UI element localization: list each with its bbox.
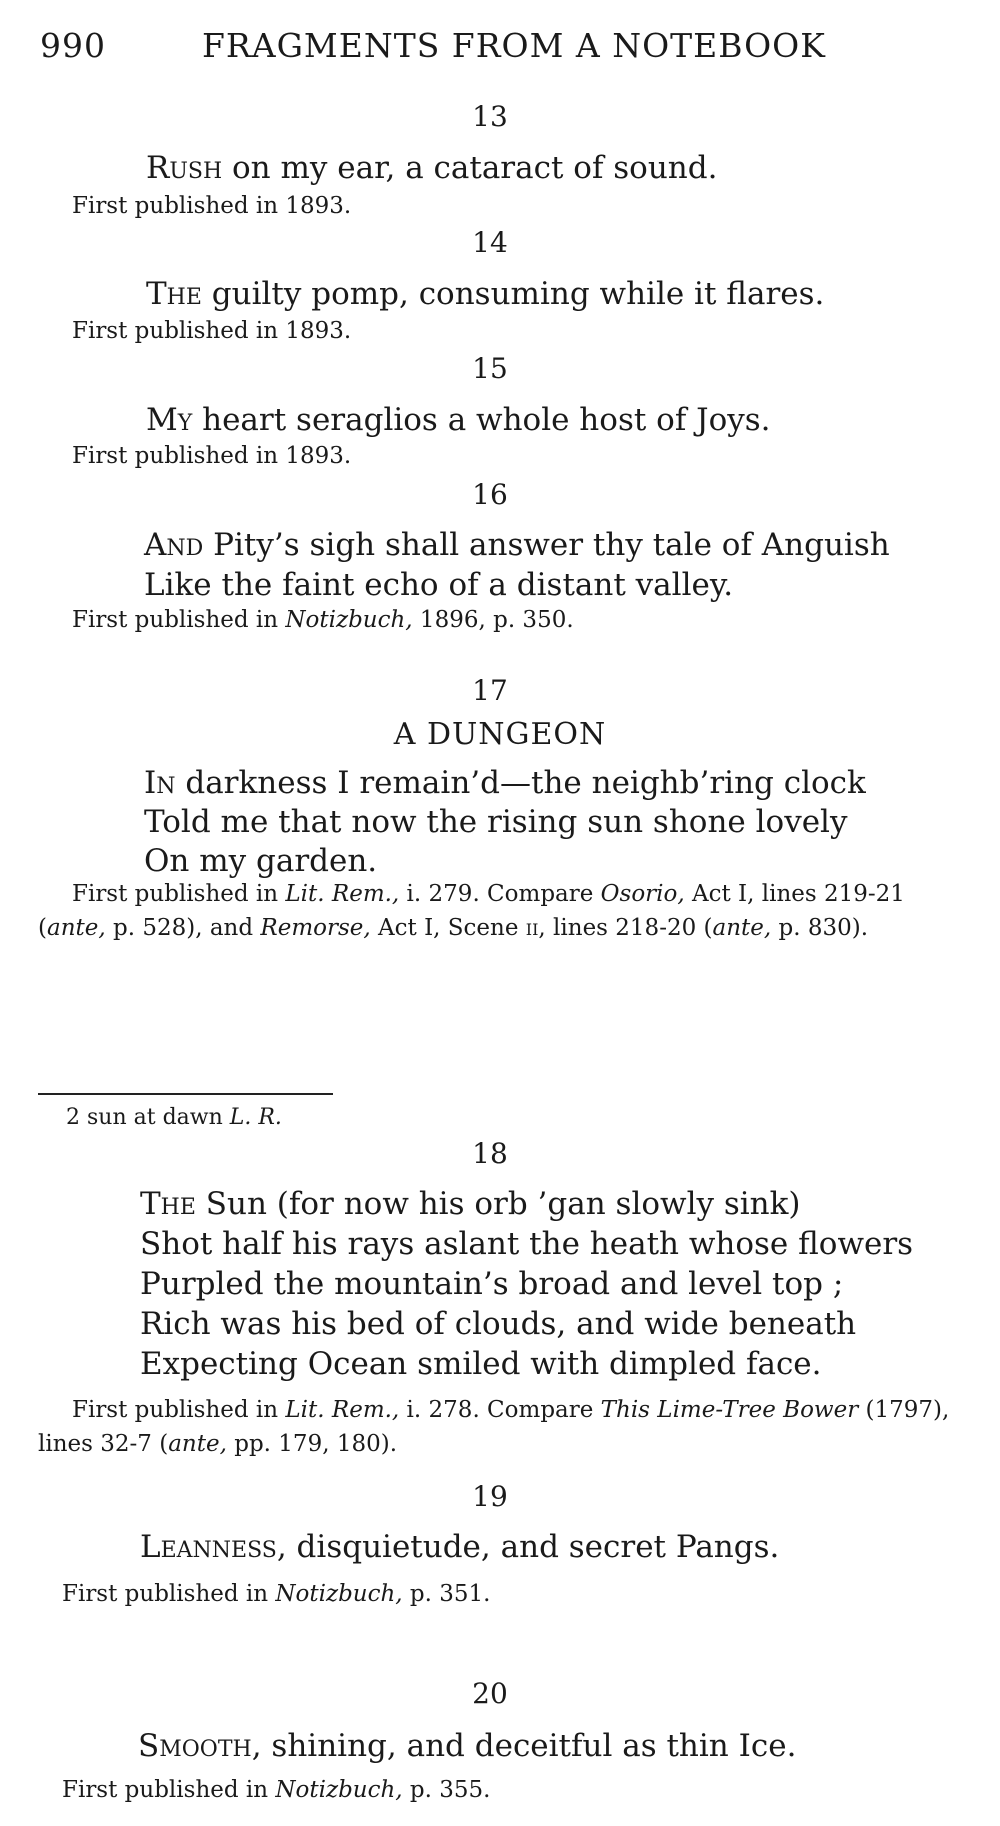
note-italic-title: Notizbuch, (285, 607, 413, 633)
note-text: p. 355. (402, 1777, 491, 1803)
note-text: i. 278. Compare (399, 1397, 601, 1423)
fragment-18-verse (140, 1184, 913, 1384)
fragment-15-lead-word: My (146, 402, 193, 438)
fragment-18-line-5: Expecting Ocean smiled with dimpled face. (140, 1346, 822, 1382)
note-text: Act I, Scene (370, 915, 526, 941)
fragment-17-line-1-text: darkness I remain’d—the neighb’ring clock (175, 765, 866, 801)
fragment-18-line-4: Rich was his bed of clouds, and wide beneath (140, 1306, 857, 1342)
variant-text: sun at dawn (80, 1105, 230, 1130)
fragment-13-verse (146, 148, 717, 188)
note-text: pp. 179, 180). (226, 1431, 398, 1457)
note-italic-title: Remorse, (260, 915, 371, 941)
fragment-17-lead-word: In (144, 765, 176, 801)
fragment-15-verse (146, 400, 771, 440)
note-italic: ante, (168, 1431, 227, 1457)
running-title: FRAGMENTS FROM A NOTEBOOK (202, 26, 826, 65)
fragment-17-number: 17 (472, 674, 508, 707)
note-text: i. 279. Compare (399, 881, 601, 907)
variant-source: L. R. (229, 1105, 282, 1130)
fragment-18-line-1-text: Sun (for now his orb ’gan slowly sink) (195, 1186, 801, 1222)
fragment-17-variant (66, 1101, 282, 1135)
fragment-17-note (72, 877, 905, 911)
fragment-16-note (72, 603, 574, 637)
fragment-18-line-3: Purpled the mountain’s broad and level top ; (140, 1266, 844, 1302)
fragment-20-number: 20 (472, 1677, 508, 1710)
fragment-16-number: 16 (472, 478, 508, 511)
fragment-14-lead-word: The (146, 276, 202, 312)
note-text: (1797), (858, 1397, 950, 1423)
variant-rule (38, 1093, 333, 1095)
fragment-18-number: 18 (472, 1137, 508, 1170)
note-text: First published in (72, 881, 286, 907)
fragment-20-verse (138, 1726, 796, 1766)
fragment-17-title: A DUNGEON (393, 717, 607, 752)
fragment-19-note (62, 1577, 491, 1611)
note-italic-title: Notizbuch, (275, 1777, 403, 1803)
fragment-20-lead-word: Smooth, (138, 1728, 262, 1764)
note-text: ( (38, 915, 47, 941)
fragment-17-line-2: Told me that now the rising sun shone lovely (144, 804, 848, 840)
note-text: Act I, lines 219-21 (684, 881, 905, 907)
note-text: p. 528), and (105, 915, 261, 941)
note-text: 1896, p. 350. (412, 607, 574, 633)
fragment-18-note-continued (38, 1427, 397, 1461)
fragment-15-verse-text: heart seraglios a whole host of Joys. (192, 402, 771, 438)
fragment-18-line-1 (140, 1184, 913, 1224)
note-text: lines 32-7 ( (38, 1431, 169, 1457)
variant-line-number: 2 (66, 1105, 80, 1130)
fragment-19-number: 19 (472, 1480, 508, 1513)
note-italic: ante, (712, 915, 772, 941)
page-number: 990 (40, 26, 106, 65)
fragment-14-verse (146, 274, 824, 314)
note-italic-title: Osorio, (600, 881, 685, 907)
fragment-19-verse (140, 1527, 779, 1567)
fragment-19-lead-word: Leanness, (140, 1529, 287, 1565)
fragment-16-lead-word: And (144, 527, 204, 563)
fragment-19-verse-text: disquietude, and secret Pangs. (286, 1529, 780, 1565)
fragment-20-note (62, 1773, 491, 1807)
fragment-20-verse-text: shining, and deceitful as thin Ice. (261, 1728, 797, 1764)
note-italic-title: This Lime-Tree Bower (600, 1397, 859, 1423)
note-text: First published in (62, 1581, 276, 1607)
fragment-15-note: First published in 1893. (72, 443, 352, 469)
fragment-18-lead-word: The (140, 1186, 196, 1222)
note-text: , lines 218-20 ( (538, 915, 713, 941)
note-italic-title: Lit. Rem., (285, 1397, 400, 1423)
fragment-16-line-2: Like the faint echo of a distant valley. (144, 567, 734, 603)
note-italic-title: Lit. Rem., (285, 881, 400, 907)
fragment-18-line-2: Shot half his rays aslant the heath whose flowers (140, 1226, 914, 1262)
fragment-13-number: 13 (472, 100, 508, 133)
note-italic-title: Notizbuch, (275, 1581, 403, 1607)
fragment-14-number: 14 (472, 226, 508, 259)
note-text: p. 830). (771, 915, 869, 941)
fragment-16-line-1-text: Pity’s sigh shall answer thy tale of Anguish (203, 527, 890, 563)
fragment-17-verse (144, 764, 866, 881)
fragment-18-note (72, 1393, 949, 1427)
fragment-17-line-1 (144, 764, 866, 803)
fragment-17-note-continued (38, 911, 868, 945)
fragment-15-number: 15 (472, 352, 508, 385)
note-italic: ante, (46, 915, 106, 941)
fragment-13-note: First published in 1893. (72, 193, 352, 219)
note-text: First published in (62, 1777, 276, 1803)
note-text: p. 351. (402, 1581, 491, 1607)
fragment-13-verse-text: on my ear, a cataract of sound. (222, 150, 718, 186)
fragment-16-line-1 (144, 525, 890, 565)
note-scene-numeral: ii (525, 915, 539, 941)
fragment-17-line-3: On my garden. (144, 843, 378, 879)
fragment-14-note: First published in 1893. (72, 318, 352, 344)
note-text: First published in (72, 1397, 286, 1423)
fragment-14-verse-text: guilty pomp, consuming while it flares. (201, 276, 825, 312)
fragment-16-verse (144, 525, 890, 605)
fragment-13-lead-word: Rush (146, 150, 223, 186)
note-text: First published in (72, 607, 286, 633)
